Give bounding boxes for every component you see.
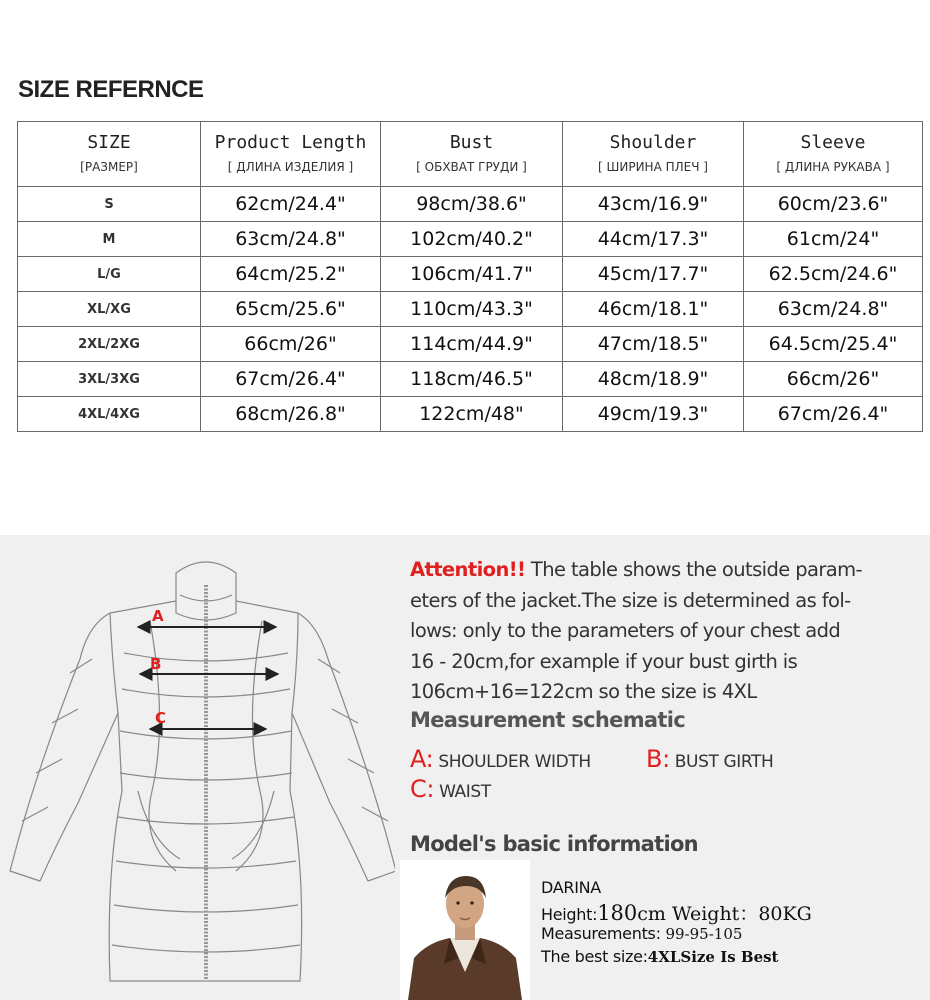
label-a: A <box>152 607 164 625</box>
model-best-size: The best size:4XLSize Is Best <box>541 947 779 966</box>
legend-b: B: BUST GIRTH <box>646 745 774 773</box>
header-sleeve: Sleeve [ ДЛИНА РУКАВА ] <box>744 122 923 187</box>
sleeve-cell: 60cm/23.6" <box>744 187 923 222</box>
shoulder-cell: 49cm/19.3" <box>563 397 744 432</box>
model-photo <box>400 860 530 1000</box>
size-cell: XL/XG <box>18 292 201 327</box>
recommended-size: 4XL <box>721 680 757 703</box>
sleeve-cell: 62.5cm/24.6" <box>744 257 923 292</box>
sleeve-cell: 67cm/26.4" <box>744 397 923 432</box>
table-row <box>18 222 923 257</box>
length-cell: 63cm/24.8" <box>201 222 381 257</box>
table-row <box>18 257 923 292</box>
schematic-title: Measurement schematic <box>410 708 685 732</box>
size-table <box>17 121 923 432</box>
size-cell: 2XL/2XG <box>18 327 201 362</box>
size-cell: L/G <box>18 257 201 292</box>
length-cell: 67cm/26.4" <box>201 362 381 397</box>
length-cell: 62cm/24.4" <box>201 187 381 222</box>
size-cell: M <box>18 222 201 257</box>
table-row <box>18 292 923 327</box>
legend-c: C: WAIST <box>410 775 491 803</box>
table-row <box>18 327 923 362</box>
table-row <box>18 187 923 222</box>
model-title: Model's basic information <box>410 832 698 856</box>
bust-cell: 102cm/40.2" <box>381 222 563 257</box>
table-row <box>18 397 923 432</box>
sleeve-cell: 61cm/24" <box>744 222 923 257</box>
shoulder-cell: 43cm/16.9" <box>563 187 744 222</box>
length-cell: 68cm/26.8" <box>201 397 381 432</box>
bust-cell: 118cm/46.5" <box>381 362 563 397</box>
shoulder-cell: 44cm/17.3" <box>563 222 744 257</box>
attention-text: Attention!! The table shows the outside param- eters of the jacket.The size is determined as fol- lows: only to the parameters of your chest add 16 - 20cm,for example if your bust girth is 106cm+16=122cm so the size is 4XL <box>410 558 862 703</box>
length-cell: 64cm/25.2" <box>201 257 381 292</box>
bust-cell: 98cm/38.6" <box>381 187 563 222</box>
header-length: Product Length [ ДЛИНА ИЗДЕЛИЯ ] <box>201 122 381 187</box>
page-title: SIZE REFERNCE <box>18 76 204 103</box>
sleeve-cell: 64.5cm/25.4" <box>744 327 923 362</box>
shoulder-cell: 48cm/18.9" <box>563 362 744 397</box>
size-cell: 3XL/3XG <box>18 362 201 397</box>
attention-label: Attention!! <box>410 558 526 581</box>
jacket-outline <box>10 562 395 981</box>
label-c: C <box>155 709 167 727</box>
size-cell: S <box>18 187 201 222</box>
model-height-weight: Height:180cm Weight：80KG <box>541 901 812 925</box>
shoulder-cell: 45cm/17.7" <box>563 257 744 292</box>
bust-cell: 122cm/48" <box>381 397 563 432</box>
table-row <box>18 362 923 397</box>
bust-cell: 106cm/41.7" <box>381 257 563 292</box>
length-cell: 65cm/25.6" <box>201 292 381 327</box>
model-name: DARINA <box>541 878 601 897</box>
bust-cell: 114cm/44.9" <box>381 327 563 362</box>
shoulder-cell: 46cm/18.1" <box>563 292 744 327</box>
header-bust: Bust [ ОБХВАТ ГРУДИ ] <box>381 122 563 187</box>
table-header-row <box>18 122 923 187</box>
length-cell: 66cm/26" <box>201 327 381 362</box>
sleeve-cell: 63cm/24.8" <box>744 292 923 327</box>
measurement-section <box>0 535 930 1000</box>
header-size: SIZE [РАЗМЕР] <box>18 122 201 187</box>
jacket-diagram <box>0 541 395 1000</box>
header-shoulder: Shoulder [ ШИРИНА ПЛЕЧ ] <box>563 122 744 187</box>
bust-cell: 110cm/43.3" <box>381 292 563 327</box>
legend-a: A: SHOULDER WIDTH <box>410 745 591 773</box>
sleeve-cell: 66cm/26" <box>744 362 923 397</box>
label-b: B <box>150 655 162 673</box>
shoulder-cell: 47cm/18.5" <box>563 327 744 362</box>
size-cell: 4XL/4XG <box>18 397 201 432</box>
model-measurements: Measurements: 99-95-105 <box>541 924 743 943</box>
